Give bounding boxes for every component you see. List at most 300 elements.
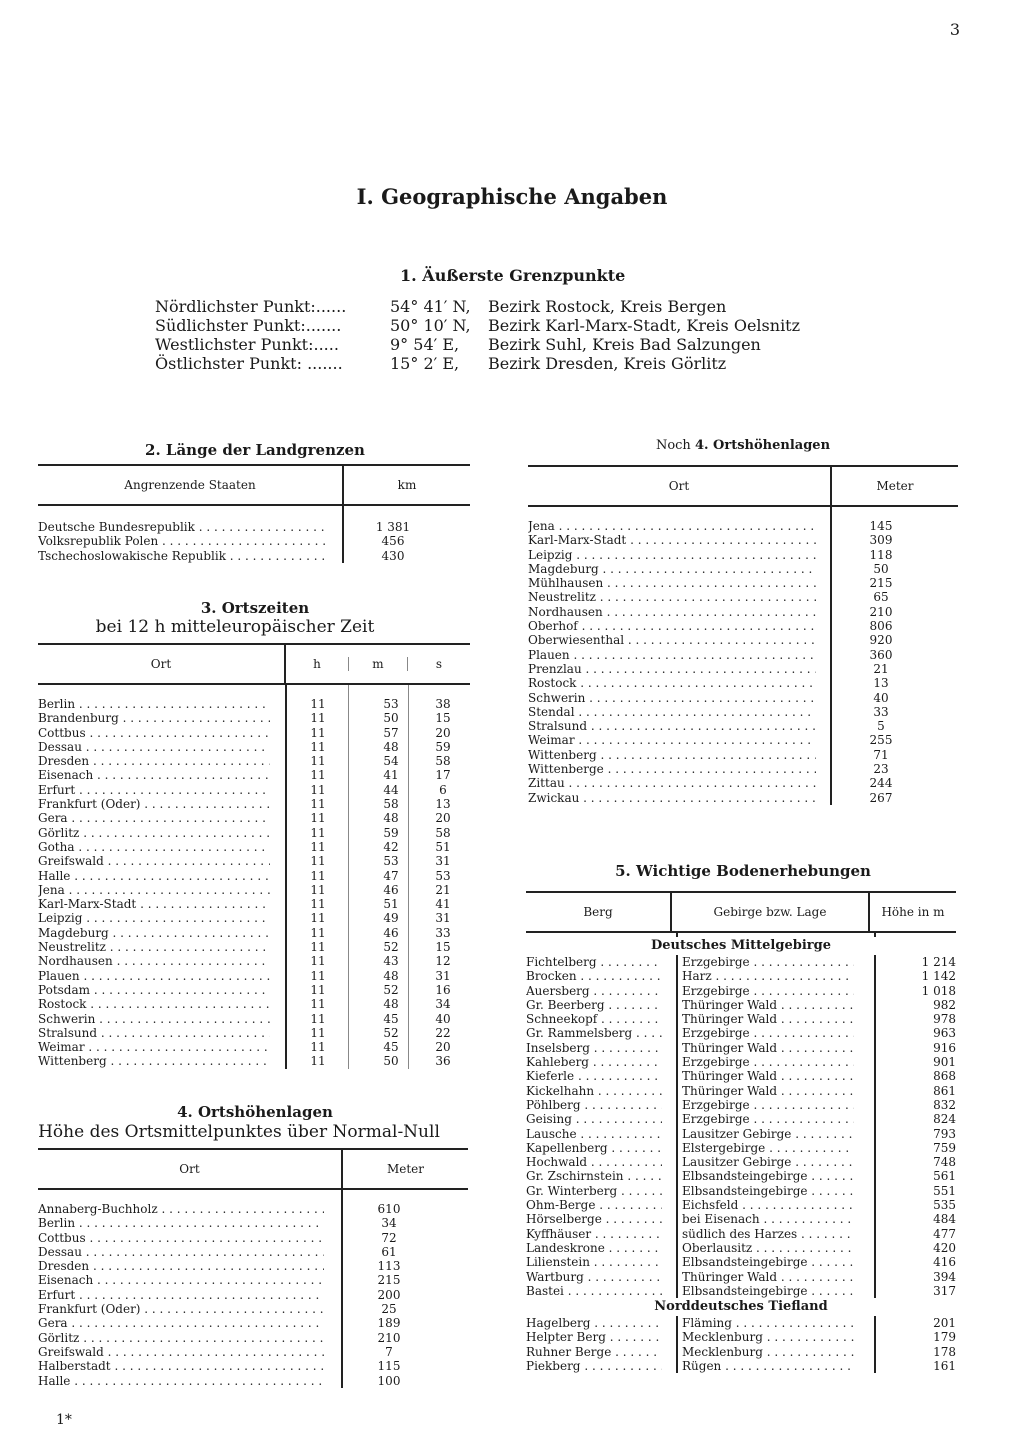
ortszeit-row [38, 797, 470, 811]
cell-m: 53 [383, 697, 399, 711]
cell-lage: Elbsandsteingebirge . . . [682, 1284, 854, 1298]
berg-row [526, 1184, 956, 1198]
cell-berg: Bastei . . . [526, 1284, 662, 1298]
cell-ort: Jena . . . [38, 883, 270, 897]
cell-value: 189 [377, 1316, 401, 1331]
table-header [38, 1148, 468, 1190]
ortszeit-row [38, 811, 470, 825]
cell-h: 11 [310, 1025, 326, 1040]
ortszeit-row [38, 854, 470, 868]
ortshoehe-row [38, 1259, 468, 1273]
cell-value: 25 [381, 1302, 397, 1317]
cell-gap [662, 1055, 682, 1069]
cell-h: 11 [310, 754, 326, 769]
column-rule [342, 506, 344, 563]
berg-row [526, 1359, 956, 1373]
cell-s: 33 [435, 925, 451, 940]
ortshoehe-row [528, 691, 958, 705]
cell-gap [662, 1026, 682, 1040]
cell-hoehe: 916 [933, 1040, 956, 1055]
cell-ort: Greifswald . . . [38, 854, 270, 868]
grenzpunkt-row [155, 316, 800, 335]
cell-berg: Wartburg . . . [526, 1270, 662, 1284]
cell-hoehe: 824 [933, 1112, 956, 1127]
cell-value: 33 [873, 704, 889, 719]
cell-name: Deutsche Bundesrepublik . . . [38, 520, 328, 534]
cell-value: 40 [873, 690, 889, 705]
berg-row [526, 984, 956, 998]
cell-gap [662, 1169, 682, 1183]
cell-s: 31 [435, 854, 451, 869]
landgrenze-row [38, 549, 470, 563]
cell-h: 11 [310, 839, 326, 854]
cell-m: 49 [383, 911, 399, 926]
cell-gap [854, 1169, 874, 1183]
ortshoehe-row [528, 762, 958, 776]
cell-hoehe: 793 [933, 1126, 956, 1141]
cell-name: Erfurt . . . [38, 1288, 324, 1302]
cell-s: 13 [435, 797, 451, 812]
cell-m: 50 [383, 1054, 399, 1069]
header-m: m [348, 657, 408, 671]
header-staaten: Angrenzende Staaten [38, 466, 344, 504]
cell-gap [662, 1227, 682, 1241]
cell-m: 52 [383, 982, 399, 997]
cell-h: 11 [310, 1040, 326, 1055]
header-lage: Gebirge bzw. Lage [672, 893, 870, 931]
ortshoehe-row [38, 1345, 468, 1359]
cell-s: 17 [435, 768, 451, 783]
cell-ort: Potsdam . . . [38, 983, 270, 997]
cell-ort: Frankfurt (Oder) . . . [38, 797, 270, 811]
cell-hoehe: 394 [933, 1269, 956, 1284]
ortszeit-row [38, 754, 470, 768]
cell-h: 11 [310, 882, 326, 897]
page-number: 3 [949, 20, 960, 39]
section-title-grenzpunkte: 1. Äußerste Grenzpunkte [400, 266, 626, 285]
cell-m: 51 [383, 897, 399, 912]
cell-gap [854, 984, 874, 998]
cell-m: 44 [383, 782, 399, 797]
cell-s: 20 [435, 1040, 451, 1055]
berg-row [526, 1316, 956, 1330]
cell-lage: Elbsandsteingebirge . . . [682, 1169, 854, 1183]
ortshoehe-row [528, 733, 958, 747]
cell-name: Rostock . . . [528, 676, 816, 690]
cell-s: 15 [435, 940, 451, 955]
section-title-ortshoehen-cont [528, 438, 958, 453]
table-body [38, 685, 470, 1069]
table-header [528, 465, 958, 507]
berg-row [526, 1255, 956, 1269]
cell-m: 52 [383, 940, 399, 955]
cell-m: 46 [383, 925, 399, 940]
cell-name: Jena . . . [528, 519, 816, 533]
cell-name: Wittenberge . . . [528, 762, 816, 776]
cell-ort: Erfurt . . . [38, 783, 270, 797]
ortshoehe-row [38, 1231, 468, 1245]
cell-berg: Gr. Zschirnstein . . . [526, 1169, 662, 1183]
cell-berg: Hörselberge . . . [526, 1212, 662, 1226]
cell-gap [662, 1359, 682, 1373]
grenzpunkt-coordinate: 9° 54′ E, [390, 335, 460, 354]
cell-value: 34 [381, 1216, 397, 1231]
cell-hoehe: 317 [933, 1283, 956, 1298]
ortszeit-row [38, 826, 470, 840]
cell-name: Görlitz . . . [38, 1331, 324, 1345]
ortshoehe-row [38, 1273, 468, 1287]
cell-gap [662, 1098, 682, 1112]
cell-name: Stralsund . . . [528, 719, 816, 733]
grenzpunkt-location: Bezirk Dresden, Kreis Görlitz [488, 354, 727, 373]
cell-gap [662, 1316, 682, 1330]
cell-berg: Kyffhäuser . . . [526, 1227, 662, 1241]
cell-value: 115 [377, 1359, 401, 1374]
ortshoehe-row [38, 1288, 468, 1302]
cell-name: Plauen . . . [528, 648, 816, 662]
cell-gap [854, 1316, 874, 1330]
cell-value: 65 [873, 590, 889, 605]
cell-gap [662, 1012, 682, 1026]
header-km: km [397, 478, 417, 492]
ortszeit-row [38, 954, 470, 968]
cell-m: 48 [383, 811, 399, 826]
ortszeit-row [38, 768, 470, 782]
ortshoehe-row [528, 648, 958, 662]
ortszeit-row [38, 1026, 470, 1040]
cell-h: 11 [310, 768, 326, 783]
cell-m: 43 [383, 954, 399, 969]
ortshoehe-row [528, 619, 958, 633]
cell-gap [662, 998, 682, 1012]
column-rule [285, 685, 287, 1069]
berg-row [526, 1055, 956, 1069]
cell-berg: Schneekopf . . . [526, 1012, 662, 1026]
cell-gap [854, 1284, 874, 1298]
cell-s: 15 [435, 711, 451, 726]
cell-gap [662, 1270, 682, 1284]
cell-gap [662, 1198, 682, 1212]
cell-gap [854, 955, 874, 969]
cell-h: 11 [310, 1054, 326, 1069]
cell-name: Cottbus . . . [38, 1231, 324, 1245]
grenzpunkt-row [155, 354, 800, 373]
cell-hoehe: 535 [933, 1198, 956, 1213]
cell-m: 48 [383, 968, 399, 983]
section-title-bodenerhebungen: 5. Wichtige Bodenerhebungen [615, 862, 871, 880]
cell-lage: südlich des Harzes . . . [682, 1227, 854, 1241]
cell-h: 11 [310, 854, 326, 869]
cell-lage: Rügen . . . [682, 1359, 854, 1373]
cell-name: Zittau . . . [528, 776, 816, 790]
ortshoehe-row [528, 548, 958, 562]
header-h: h [313, 657, 321, 671]
cell-name: Dessau . . . [38, 1245, 324, 1259]
cell-ort: Wittenberg . . . [38, 1054, 270, 1068]
cell-value: 21 [873, 661, 889, 676]
cell-gap [854, 1212, 874, 1226]
ortszeit-row [38, 940, 470, 954]
cell-h: 11 [310, 797, 326, 812]
cell-m: 59 [383, 825, 399, 840]
cell-lage: Thüringer Wald . . . [682, 1069, 854, 1083]
ortszeit-row [38, 883, 470, 897]
cell-berg: Ohm-Berge . . . [526, 1198, 662, 1212]
cell-hoehe: 161 [933, 1359, 956, 1374]
cell-gap [662, 1084, 682, 1098]
cell-berg: Pöhlberg . . . [526, 1098, 662, 1112]
cell-m: 52 [383, 1025, 399, 1040]
cell-value: 50 [873, 561, 889, 576]
cell-value: 806 [869, 619, 893, 634]
column-rule [341, 1190, 343, 1388]
cell-value: 360 [869, 647, 893, 662]
table-header [526, 891, 956, 933]
ortszeit-row [38, 969, 470, 983]
cell-gap [662, 1284, 682, 1298]
cell-gap [662, 1041, 682, 1055]
table-body [38, 1190, 468, 1388]
cell-lage: Erzgebirge . . . [682, 1026, 854, 1040]
cell-s: 51 [435, 839, 451, 854]
cell-value: 920 [869, 633, 893, 648]
cell-name: Tschechoslowakische Republik . . . [38, 549, 328, 563]
grenzpunkt-location: Bezirk Karl-Marx-Stadt, Kreis Oelsnitz [488, 316, 801, 335]
cell-hoehe: 982 [933, 997, 956, 1012]
grenzpunkt-row [155, 335, 800, 354]
ortshoehen-table [38, 1148, 468, 1388]
cell-lage: Erzgebirge . . . [682, 1055, 854, 1069]
cell-hoehe: 201 [933, 1316, 956, 1331]
cell-hoehe: 179 [933, 1330, 956, 1345]
berg-row [526, 955, 956, 969]
cell-value: 145 [869, 519, 893, 533]
cell-hoehe: 178 [933, 1344, 956, 1359]
chapter-title: I. Geographische Angaben [356, 184, 668, 209]
cell-hoehe: 484 [933, 1212, 956, 1227]
cell-value: 210 [869, 604, 893, 619]
cell-s: 12 [435, 954, 451, 969]
cell-berg: Geising . . . [526, 1112, 662, 1126]
cell-h: 11 [310, 868, 326, 883]
cell-m: 50 [383, 711, 399, 726]
berg-row [526, 1345, 956, 1359]
ortszeit-row [38, 897, 470, 911]
cell-ort: Görlitz . . . [38, 826, 270, 840]
cell-lage: Thüringer Wald . . . [682, 998, 854, 1012]
header-meter: Meter [876, 479, 914, 493]
cell-gap [854, 1012, 874, 1026]
cell-name: Dresden . . . [38, 1259, 324, 1273]
cell-hoehe: 861 [933, 1083, 956, 1098]
cell-h: 11 [310, 940, 326, 955]
berg-row [526, 1112, 956, 1126]
cell-name: Berlin . . . [38, 1216, 324, 1230]
cell-lage: Thüringer Wald . . . [682, 1041, 854, 1055]
cell-gap [662, 955, 682, 969]
cell-gap [854, 1084, 874, 1098]
ortszeit-row [38, 1054, 470, 1068]
cell-ort: Magdeburg . . . [38, 926, 270, 940]
cell-value: 23 [873, 762, 889, 777]
cell-value: 244 [869, 776, 893, 791]
ortshoehe-row [38, 1316, 468, 1330]
cell-value: 113 [377, 1259, 401, 1274]
cell-h: 11 [310, 997, 326, 1012]
section-subtitle-ortshoehen: Höhe des Ortsmittelpunktes über Normal-Null [38, 1122, 440, 1142]
cell-berg: Ruhner Berge . . . [526, 1345, 662, 1359]
landgrenze-row [38, 520, 470, 534]
cell-gap [662, 1212, 682, 1226]
cell-hoehe: 416 [933, 1255, 956, 1270]
cell-h: 11 [310, 739, 326, 754]
cell-name: Neustrelitz . . . [528, 590, 816, 604]
cell-gap [854, 1255, 874, 1269]
cell-value: 610 [377, 1202, 401, 1216]
cell-value: 200 [377, 1287, 401, 1302]
cell-name: Weimar . . . [528, 733, 816, 747]
cell-m: 48 [383, 997, 399, 1012]
cell-gap [662, 1241, 682, 1255]
cell-name: Annaberg-Buchholz . . . [38, 1202, 324, 1216]
ortshoehe-row [38, 1359, 468, 1373]
cell-m: 42 [383, 839, 399, 854]
cell-berg: Inselsberg . . . [526, 1041, 662, 1055]
grenzpunkt-label: Südlichster Punkt:....... [155, 316, 342, 335]
cell-hoehe: 832 [933, 1097, 956, 1112]
cell-ort: Schwerin . . . [38, 1012, 270, 1026]
table-header [38, 643, 470, 685]
cell-hoehe: 551 [933, 1183, 956, 1198]
cell-hoehe: 477 [933, 1226, 956, 1241]
cell-s: 20 [435, 811, 451, 826]
cell-hoehe: 1 142 [921, 969, 956, 984]
cell-lage: Thüringer Wald . . . [682, 1084, 854, 1098]
cell-s: 21 [435, 882, 451, 897]
cell-gap [662, 1141, 682, 1155]
ortshoehe-row [38, 1245, 468, 1259]
cell-hoehe: 901 [933, 1055, 956, 1070]
cell-ort: Eisenach . . . [38, 768, 270, 782]
cell-ort: Stralsund . . . [38, 1026, 270, 1040]
cell-berg: Auersberg . . . [526, 984, 662, 998]
cell-lage: Thüringer Wald . . . [682, 1270, 854, 1284]
berg-row [526, 1270, 956, 1284]
cell-gap [854, 1141, 874, 1155]
cell-ort: Dessau . . . [38, 740, 270, 754]
cell-hoehe: 978 [933, 1012, 956, 1027]
cell-gap [854, 1112, 874, 1126]
cell-value: 13 [873, 676, 889, 691]
cell-s: 16 [435, 982, 451, 997]
cell-name: Nordhausen . . . [528, 605, 816, 619]
cell-value: 1 381 [375, 520, 411, 534]
cell-gap [854, 1055, 874, 1069]
table-header [38, 464, 470, 506]
cell-s: 20 [435, 725, 451, 740]
berg-row [526, 1141, 956, 1155]
cell-ort: Gera . . . [38, 811, 270, 825]
ortszeit-row [38, 783, 470, 797]
cell-name: Halle . . . [38, 1374, 324, 1388]
cell-gap [854, 1155, 874, 1169]
cell-value: 215 [377, 1273, 401, 1288]
ortszeiten-table [38, 643, 470, 1069]
grenzpunkte-list [155, 297, 800, 373]
berg-row [526, 1127, 956, 1141]
cell-s: 53 [435, 868, 451, 883]
cell-lage: Elbsandsteingebirge . . . [682, 1184, 854, 1198]
cell-value: 267 [869, 790, 893, 805]
cell-berg: Brocken . . . [526, 969, 662, 983]
cell-lage: Elbsandsteingebirge . . . [682, 1255, 854, 1269]
cell-gap [854, 1069, 874, 1083]
ortshoehe-row [528, 576, 958, 590]
cell-h: 11 [310, 982, 326, 997]
berg-row [526, 1069, 956, 1083]
cell-m: 47 [383, 868, 399, 883]
ortshoehe-row [528, 748, 958, 762]
header-s: s [435, 657, 443, 671]
cell-value: 210 [377, 1330, 401, 1345]
ortszeit-row [38, 697, 470, 711]
cell-name: Stendal . . . [528, 705, 816, 719]
header-meter: Meter [386, 1162, 425, 1176]
cell-name: Magdeburg . . . [528, 562, 816, 576]
cell-berg: Kapellenberg . . . [526, 1141, 662, 1155]
ortszeit-row [38, 869, 470, 883]
cell-gap [854, 1184, 874, 1198]
cell-value: 215 [869, 576, 893, 591]
cell-value: 255 [869, 733, 893, 748]
grenzpunkt-row [155, 297, 800, 316]
cell-h: 11 [310, 968, 326, 983]
cell-hoehe: 561 [933, 1169, 956, 1184]
cell-name: Prenzlau . . . [528, 662, 816, 676]
cell-h: 11 [310, 925, 326, 940]
continued-label: Noch [655, 438, 695, 453]
ortszeit-row [38, 740, 470, 754]
cell-s: 34 [435, 997, 451, 1012]
ortszeit-row [38, 711, 470, 725]
cell-lage: Elstergebirge . . . [682, 1141, 854, 1155]
berg-row [526, 1284, 956, 1298]
cell-gap [662, 1112, 682, 1126]
ortszeit-row [38, 840, 470, 854]
cell-hoehe: 963 [933, 1026, 956, 1041]
cell-lage: Eichsfeld . . . [682, 1198, 854, 1212]
ortshoehe-row [528, 676, 958, 690]
cell-ort: Neustrelitz . . . [38, 940, 270, 954]
ortszeit-row [38, 911, 470, 925]
cell-name: Volksrepublik Polen . . . [38, 534, 328, 548]
cell-lage: Erzgebirge . . . [682, 1098, 854, 1112]
cell-s: 22 [435, 1025, 451, 1040]
berg-row [526, 1212, 956, 1226]
cell-gap [854, 1127, 874, 1141]
cell-value: 456 [381, 534, 405, 549]
cell-berg: Gr. Beerberg . . . [526, 998, 662, 1012]
cell-name: Oberwiesenthal . . . [528, 633, 816, 647]
cell-h: 11 [310, 782, 326, 797]
cell-name: Frankfurt (Oder) . . . [38, 1302, 324, 1316]
cell-lage: Oberlausitz . . . [682, 1241, 854, 1255]
ortshoehe-row [528, 705, 958, 719]
cell-name: Leipzig . . . [528, 548, 816, 562]
cell-name: Oberhof . . . [528, 619, 816, 633]
ortszeit-row [38, 983, 470, 997]
cell-s: 40 [435, 1011, 451, 1026]
